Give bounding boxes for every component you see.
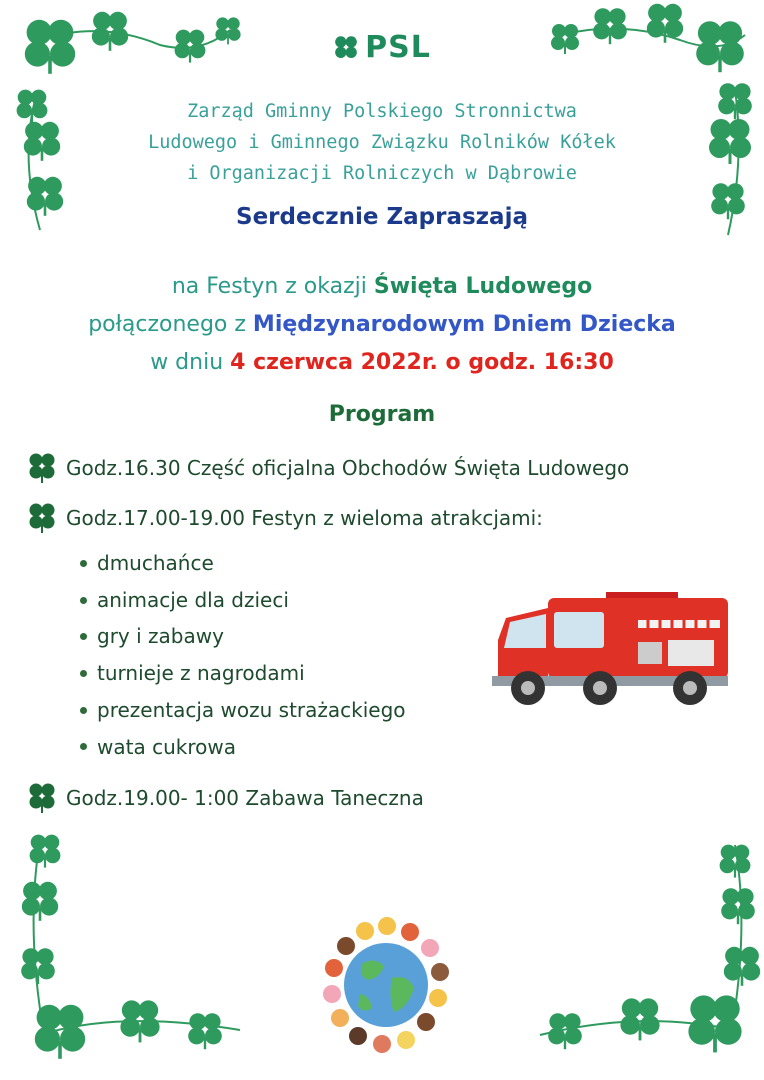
- clover-bullet-icon: [26, 502, 58, 534]
- list-item: [80, 729, 406, 766]
- schedule-item-text: Godz.19.00- 1:00 Zabawa Taneczna: [66, 786, 424, 810]
- list-item-text: wata cukrowa: [97, 734, 236, 759]
- list-item: [80, 545, 406, 582]
- program-title: Program: [328, 402, 436, 427]
- event-line-3-prefix: w dniu: [150, 350, 231, 375]
- list-item-text: prezentacja wozu strażackiego: [97, 697, 406, 722]
- attractions-list: [80, 545, 406, 765]
- bullet-dot-icon: [80, 743, 87, 750]
- invitation-heading: Serdecznie Zapraszają: [236, 204, 528, 230]
- schedule-item: [26, 452, 629, 484]
- bullet-dot-icon: [80, 633, 87, 640]
- globe-children-illustration: [322, 916, 452, 1054]
- schedule-item: [26, 502, 543, 534]
- event-line-1-prefix: na Festyn z okazji: [171, 274, 374, 299]
- event-date: 4 czerwca 2022r. o godz. 16:30: [230, 350, 614, 375]
- event-line-2: [0, 306, 764, 344]
- schedule-item-text: Godz.16.30 Część oficjalna Obchodów Święta Ludowego: [66, 456, 630, 480]
- organizer-line: i Organizacji Rolniczych w Dąbrowie: [187, 163, 577, 184]
- organizer-line: Zarząd Gminny Polskiego Stronnictwa: [187, 101, 577, 122]
- list-item-text: gry i zabawy: [97, 624, 224, 649]
- bullet-dot-icon: [80, 597, 87, 604]
- list-item: [80, 692, 406, 729]
- clover-bullet-icon: [26, 452, 58, 484]
- clover-bullet-icon: [26, 782, 58, 814]
- event-line-3: [0, 344, 764, 382]
- clover-logo-icon: [333, 35, 359, 61]
- schedule-item: [26, 782, 424, 814]
- psl-logo: [0, 30, 764, 65]
- event-line-2-prefix: połączonego z: [88, 312, 253, 337]
- schedule-item-text: Godz.17.00-19.00 Festyn z wieloma atrakcjami:: [66, 506, 543, 530]
- fire-truck-illustration: [488, 590, 733, 708]
- list-item: [80, 655, 406, 692]
- list-item-text: animacje dla dzieci: [97, 587, 289, 612]
- list-item: [80, 618, 406, 655]
- bullet-dot-icon: [80, 670, 87, 677]
- list-item-text: dmuchańce: [97, 551, 214, 575]
- event-line-1: [0, 268, 764, 306]
- bullet-dot-icon: [80, 707, 87, 714]
- list-item-text: turnieje z nagrodami: [97, 661, 305, 686]
- event-childrens-day: Międzynarodowym Dniem Dziecka: [252, 312, 676, 337]
- event-description: [0, 268, 764, 382]
- organizer-line: Ludowego i Gminnego Związku Rolników Kółek: [148, 132, 616, 153]
- logo-text: PSL: [365, 30, 431, 65]
- bullet-dot-icon: [80, 560, 87, 567]
- organizer-text: [0, 96, 764, 189]
- event-holiday-name: Święta Ludowego: [373, 274, 593, 299]
- list-item: [80, 582, 406, 619]
